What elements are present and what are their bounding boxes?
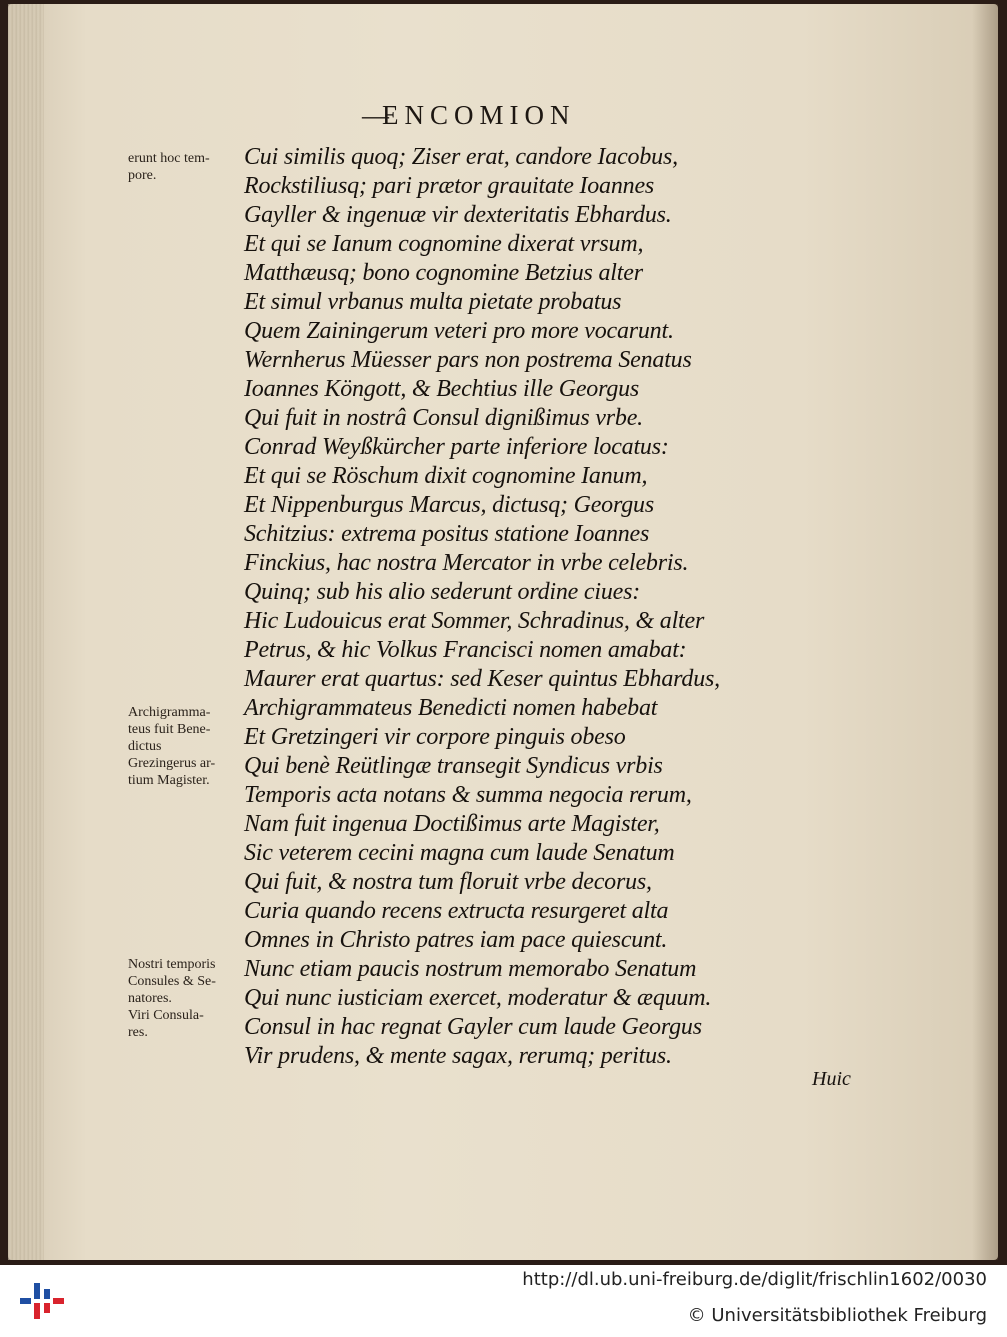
verse-line: Vir prudens, & mente sagax, rerumq; peritus.	[244, 1043, 672, 1069]
permalink-url[interactable]: http://dl.ub.uni-freiburg.de/diglit/frischlin1602/0030	[522, 1269, 987, 1290]
verse-line: Matthæusq; bono cognomine Betzius alter	[244, 260, 643, 286]
verse-line: Cui similis quoq; Ziser erat, candore Iacobus,	[244, 144, 678, 170]
verse-line: Temporis acta notans & summa negocia rerum,	[244, 782, 692, 808]
verse-line: Maurer erat quartus: sed Keser quintus Ebhardus,	[244, 666, 720, 692]
verse-line: Rockstiliusq; pari prætor grauitate Ioannes	[244, 173, 655, 199]
page-header: ENCOMION	[382, 100, 576, 130]
verse-line: Petrus, & hic Volkus Francisci nomen amabat:	[244, 637, 687, 663]
verse-line: Nam fuit ingenua Doctißimus arte Magister,	[244, 811, 660, 837]
verse-line: Et simul vrbanus multa pietate probatus	[244, 289, 622, 315]
marginal-note-text: Archigramma- teus fuit Bene- dictus Grezingerus ar- tium Magister.	[128, 705, 216, 788]
verse-line: Quinq; sub his alio sederunt ordine ciues:	[244, 579, 641, 605]
verse-line: Consul in hac regnat Gayler cum laude Georgus	[244, 1014, 702, 1040]
verse-line: Et qui se Ianum cognomine dixerat vrsum,	[244, 231, 644, 257]
verse-line: Et qui se Röschum dixit cognomine Ianum,	[244, 463, 648, 489]
catchword: Huic	[812, 1068, 851, 1090]
verse-line: Qui fuit in nostrâ Consul dignißimus vrbe.	[244, 405, 643, 431]
verse-line: Et Nippenburgus Marcus, dictusq; Georgus	[244, 492, 654, 518]
header-ornament: —	[362, 100, 389, 130]
marginal-note-3	[128, 956, 248, 1041]
verse-line: Ioannes Köngott, & Bechtius ille Georgus	[244, 376, 640, 402]
verse-line: Et Gretzingeri vir corpore pinguis obeso	[244, 724, 626, 750]
verse-line: Wernherus Müesser pars non postrema Senatus	[244, 347, 692, 373]
verse-line: Nunc etiam paucis nostrum memorabo Senatum	[244, 956, 697, 982]
verse-line: Conrad Weyßkürcher parte inferiore locatus:	[244, 434, 669, 460]
verse-line: Finckius, hac nostra Mercator in vrbe celebris.	[244, 550, 689, 576]
library-logo-icon	[18, 1279, 66, 1323]
verse-line: Qui nunc iusticiam exercet, moderatur & æquum.	[244, 985, 712, 1011]
verse-line: Schitzius: extrema positus statione Ioannes	[244, 521, 650, 547]
verse-line: Sic veterem cecini magna cum laude Senatum	[244, 840, 675, 866]
verse-line: Qui fuit, & nostra tum floruit vrbe decorus,	[244, 869, 652, 895]
marginal-note-text: erunt hoc tem- pore.	[128, 151, 210, 183]
copyright-notice: © Universitätsbibliothek Freiburg	[687, 1305, 987, 1326]
verse-line: Omnes in Christo patres iam pace quiescunt.	[244, 927, 668, 953]
viewer-footer	[0, 1265, 1007, 1337]
verse-line: Hic Ludouicus erat Sommer, Schradinus, & alter	[244, 608, 705, 634]
verse-line: Quem Zainingerum veteri pro more vocarunt.	[244, 318, 674, 344]
verse-line: Qui benè Reütlingæ transegit Syndicus vrbis	[244, 753, 663, 779]
verse-line: Archigrammateus Benedicti nomen habebat	[244, 695, 658, 721]
marginal-note-2	[128, 704, 248, 789]
marginal-note-1	[128, 150, 248, 184]
marginal-note-text: Nostri temporis Consules & Se- natores. Viri Consula- res.	[128, 957, 216, 1040]
verse-line: Gayller & ingenuæ vir dexteritatis Ebhardus.	[244, 202, 672, 228]
verse-line: Curia quando recens extructa resurgeret alta	[244, 898, 669, 924]
